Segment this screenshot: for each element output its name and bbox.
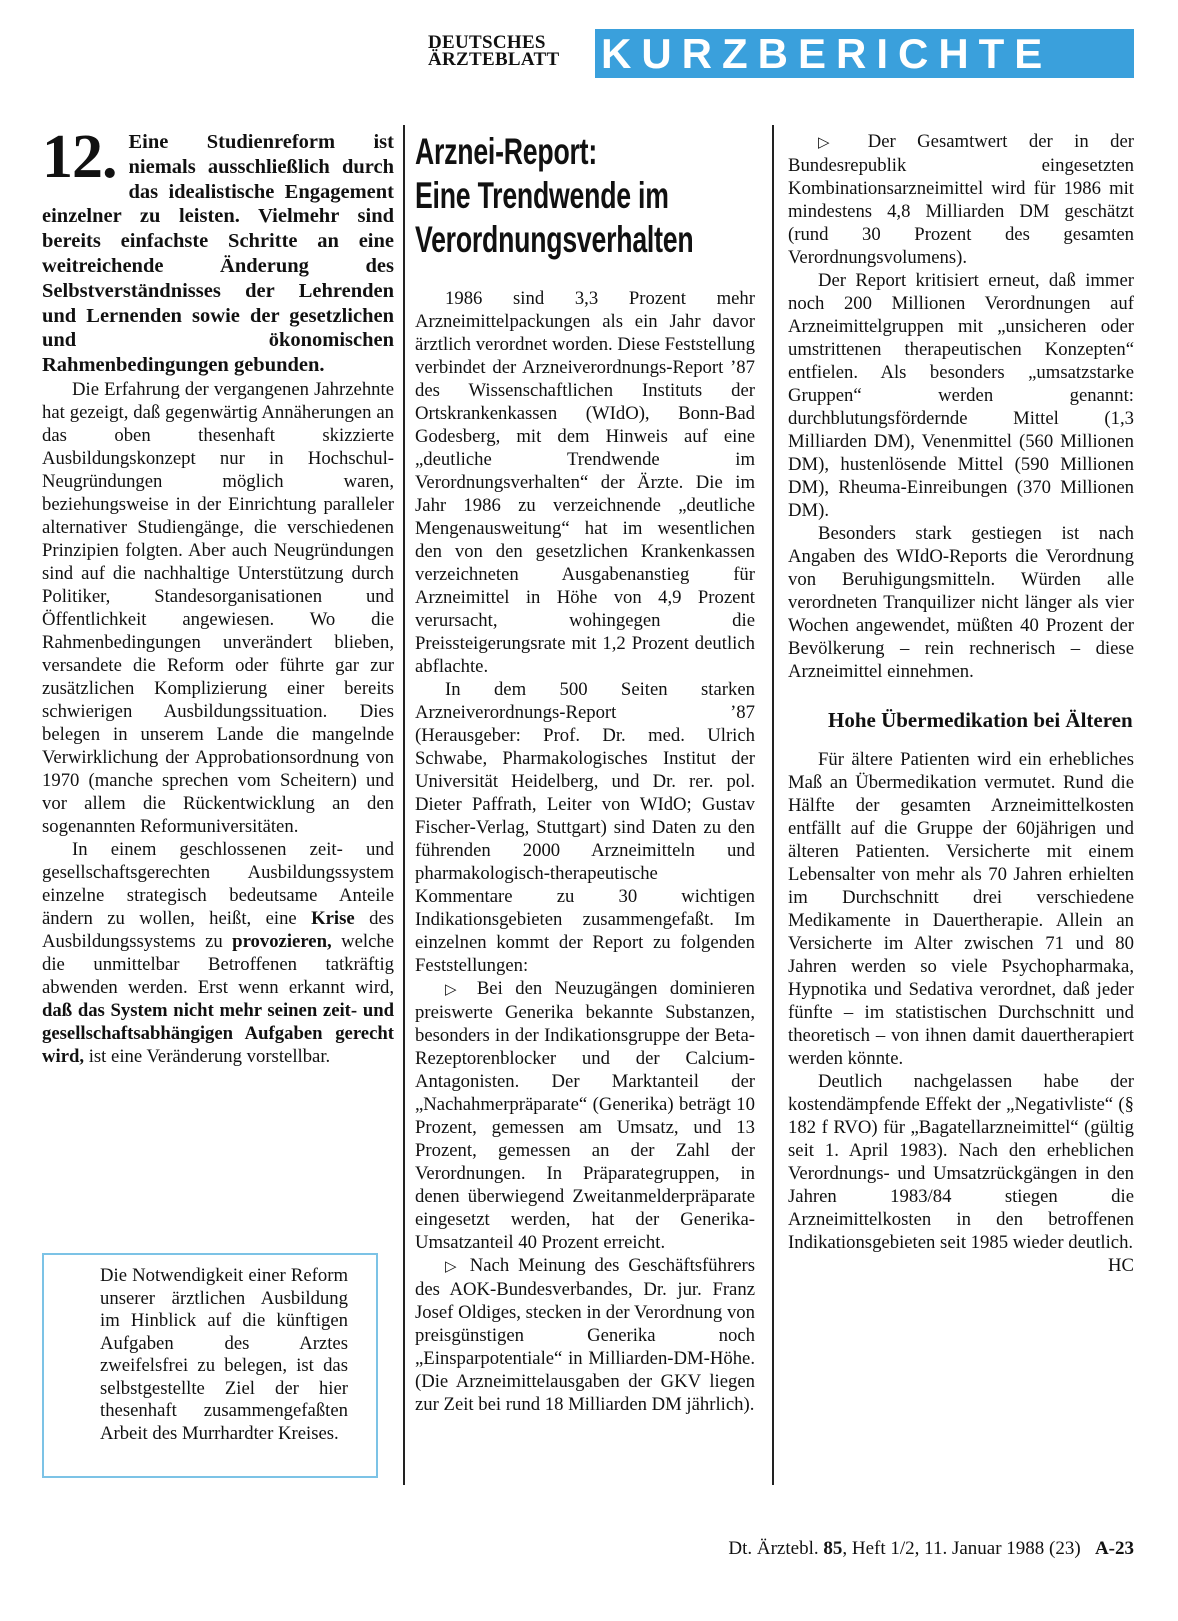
article-column-right	[788, 130, 1134, 1277]
article-paragraph-1: 1986 sind 3,3 Prozent mehr Arzneimittelpackungen als ein Jahr davor ärztlich verordnet worden. Diese Feststellung verbindet der Arzneiverordnungs-Report ’87 des Wissenschaftlichen Instituts der Ortskrankenkassen (WIdO), Bonn-Bad Godesberg, mit dem Hinweis auf eine „deutliche Trendwende im Verordnungsverhalten“ der Ärzte. Die im Jahr 1986 zu verzeichnende „deutliche Mengenausweitung“ hat im wesentlichen den von den gesetzlichen Krankenkassen verzeichneten Ausgabenanstieg für Arzneimittel in Höhe von 4,9 Prozent verursacht, wohingegen die Preissteigerungsrate mit 1,2 Prozent deutlich abflachte.	[415, 288, 755, 677]
article-bullet-3	[788, 130, 1134, 269]
author-initials: HC	[1108, 1255, 1134, 1276]
thesis-paragraph-2	[42, 838, 394, 1068]
thesis-lead	[42, 123, 394, 378]
page-footer	[598, 1538, 1134, 1560]
journal-name-line1: DEUTSCHES	[428, 32, 546, 53]
article-column-left	[415, 130, 755, 1416]
headline-line-3: Verordnungsverhalten	[415, 219, 694, 260]
article-bullet-1-text: Bei den Neuzugängen dominieren preiswerte Generika bekannte Substanzen, besonders in der Indikationsgruppe der Beta-Rezeptorenblocker und der Calcium-Antagonisten. Der Marktanteil der „Nachahmerpräparate“ (Generika) beträgt 10 Prozent, gemessen am Umsatz, und 13 Prozent, gemessen an der Zahl der Verordnungen. In Präparategruppen, in denen überwiegend Zweitanmelderpräparate eingesetzt werden, hat der Generika-Umsatzanteil 40 Prozent erreicht.	[415, 978, 755, 1253]
article-bullet-2-text: Nach Meinung des Geschäftsführers des AOK-Bundesverbandes, Dr. jur. Franz Josef Oldiges, stecken in der Verordnung von preisgünstigen Generika noch „Einsparpotentiale“ in Milliarden-DM-Höhe. (Die Arzneimittelausgaben der GKV liegen zur Zeit bei rund 18 Milliarden DM jährlich).	[415, 1255, 755, 1415]
thesis-p2-text-c: welche die unmittelbar Betroffenen tatkräftig abwenden werden. Erst wenn erkannt wird,	[42, 930, 394, 998]
journal-name-line2: ÄRZTEBLATT	[428, 49, 560, 70]
thesis-lead-text: Eine Studienreform ist niemals ausschließlich durch das idealistische Engagement einzelner zu leisten. Vielmehr sind bereits einfachste Schritte an eine weitreichende Änderung des Selbstverständnisses der Lehrenden und Lernenden sowie der gesetzlichen und ökonomischen Rahmenbedingungen gebunden.	[42, 131, 394, 377]
callout-text: Die Notwendigkeit einer Reform unserer ärztlichen Ausbildung im Hinblick auf die künftigen Aufgaben des Arztes zweifelsfrei zu belegen, ist das selbstgestellte Ziel der hier thesenhaft zusammengefaßten Arbeit des Murrhardter Kreises.	[100, 1265, 348, 1444]
triangle-bullet-icon: ▷	[445, 1257, 461, 1275]
thesis-number: 12.	[42, 123, 117, 191]
callout-box	[42, 1253, 378, 1478]
triangle-bullet-icon: ▷	[818, 133, 847, 151]
article-bullet-2	[415, 1254, 755, 1416]
article-subheading: Hohe Übermedikation bei Älteren	[828, 708, 1133, 732]
article-bullet-3-text: Der Gesamtwert der in der Bundesrepublik eingesetzten Kombinationsarzneimittel wird für 1986 mit mindestens 4,8 Milliarden DM geschätzt (rund 30 Prozent des gesamten Verordnungsvolumens).	[788, 131, 1135, 268]
article-paragraph-9-text: Deutlich nachgelassen habe der kostendämpfende Effekt der „Negativliste“ (§ 182 f RVO) für „Bagatellarzneimittel“ (gültig seit 1. April 1983). Nach den erheblichen Verordnungs- und Umsatzrückgängen in den Jahren 1983/84 stiegen die Arzneimittelkosten in den betroffenen Indikationsgebieten seit 1985 wieder deutlich.	[788, 1071, 1134, 1253]
journal-masthead	[428, 34, 578, 68]
article-paragraph-8: Für ältere Patienten wird ein erhebliches Maß an Übermedikation vermutet. Rund die Hälfte der gesamten Arzneimittelkosten entfällt auf die Gruppe der 60jährigen und älteren Patienten. Versicherte mit einem Lebensalter von mehr als 70 Jahren erhielten im Durchschnitt drei verschiedene Medikamente in Dauertherapie. Allein an Versicherte im Alter zwischen 71 und 80 Jahren werden so viele Psychopharmaka, Hypnotika und Sedativa verordnet, daß jeder fünfte – im statistischen Durchschnitt und theoretisch – von ihnen damit dauertherapiert werden könnte.	[788, 749, 1134, 1069]
article-paragraph-6: Der Report kritisiert erneut, daß immer noch 200 Millionen Verordnungen auf Arzneimittelgruppen mit „unsicheren oder umstrittenen therapeutischen Konzepten“ entfielen. Als besonders „umsatzstarke Gruppen“ werden genannt: durchblutungsfördernde Mittel (1,3 Milliarden DM), Venenmittel (560 Millionen DM), hustenlösende Mittel (590 Millionen DM), Rheuma-Einreibungen (370 Millionen DM).	[788, 270, 1134, 521]
headline-line-1: Arznei-Report:	[415, 131, 597, 172]
page-number: A-23	[1094, 1538, 1134, 1559]
article-paragraph-2: In dem 500 Seiten starken Arzneiverordnungs-Report ’87 (Herausgeber: Prof. Dr. med. Ulrich Schwabe, Pharmakologisches Institut der Universität Heidelberg, und Dr. rer. pol. Dieter Paffrath, Leiter von WIdO; Gustav Fischer-Verlag, Stuttgart) sind Daten zu den führenden 2000 Arzneimitteln und pharmakologisch-therapeutische Kommentare zu 30 wichtigen Indikationsgebieten zusammengefaßt. Im einzelnen kommt der Report zu folgenden Feststellungen:	[415, 679, 755, 976]
article-paragraph-7: Besonders stark gestiegen ist nach Angaben des WIdO-Reports die Verordnung von Beruhigungsmitteln. Würden alle verordneten Tranquilizer nicht länger als vier Wochen angewendet, müßten 40 Prozent der Bevölkerung – rein rechnerisch – diese Arzneimittel einnehmen.	[788, 523, 1134, 682]
thesis-p2-text-a: In einem geschlossenen zeit- und gesellschaftsgerechten Ausbildungssystem einzelne strategisch bedeutsame Anteile ändern zu wollen, heißt, eine	[42, 838, 394, 929]
column-rule-left	[403, 125, 405, 1485]
thesis-column	[42, 123, 394, 1068]
section-banner: KURZBERICHTE	[595, 29, 1134, 78]
article-bullet-1	[415, 977, 755, 1254]
article-paragraph-9	[788, 1070, 1134, 1276]
footer-citation-b: , Heft 1/2, 11. Januar 1988 (23)	[842, 1538, 1081, 1559]
thesis-p2-text-d: ist eine Veränderung vorstellbar.	[84, 1045, 331, 1067]
column-rule-right	[772, 125, 774, 1485]
thesis-paragraph-1: Die Erfahrung der vergangenen Jahrzehnte hat gezeigt, daß gegenwärtig Annäherungen an das oben thesenhaft skizzierte Ausbildungskonzept nur in Hochschul-Neugründungen möglich waren, beziehungsweise in der Einrichtung paralleler alternativer Studiengänge, die verschiedenen Prinzipien folgten. Aber auch Neugründungen sind auf die nachhaltige Unterstützung durch Politiker, Standesorganisationen und Öffentlichkeit angewiesen. Wo die Rahmenbedingungen unverändert blieben, versandete die Reform oder führte gar zur zusätzlichen Komplizierung einer bereits schwierigen Ausbildungssituation. Dies belegen in unserem Lande die mangelnde Verwirklichung der Approbationsordnung von 1970 (manche sprechen vom Scheitern) und vor allem die Rückentwicklung an den sogenannten Reformuniversitäten.	[42, 378, 394, 837]
headline-line-2: Eine Trendwende im	[415, 175, 669, 216]
thesis-p2-bold: daß das System nicht mehr seinen zeit- und gesellschaftsabhängigen Aufgaben gerecht wird,	[42, 999, 394, 1067]
footer-citation-a: Dt. Ärztebl.	[728, 1538, 824, 1559]
footer-volume: 85	[823, 1538, 843, 1559]
thesis-p2-krise: Krise	[311, 907, 355, 929]
thesis-p2-provozieren: provozieren,	[232, 930, 332, 952]
thesis-p2-text-b: des Ausbildungssystems zu	[42, 907, 394, 952]
headline-wrapper	[415, 130, 755, 265]
article-headline	[415, 130, 761, 262]
triangle-bullet-icon: ▷	[445, 980, 465, 998]
